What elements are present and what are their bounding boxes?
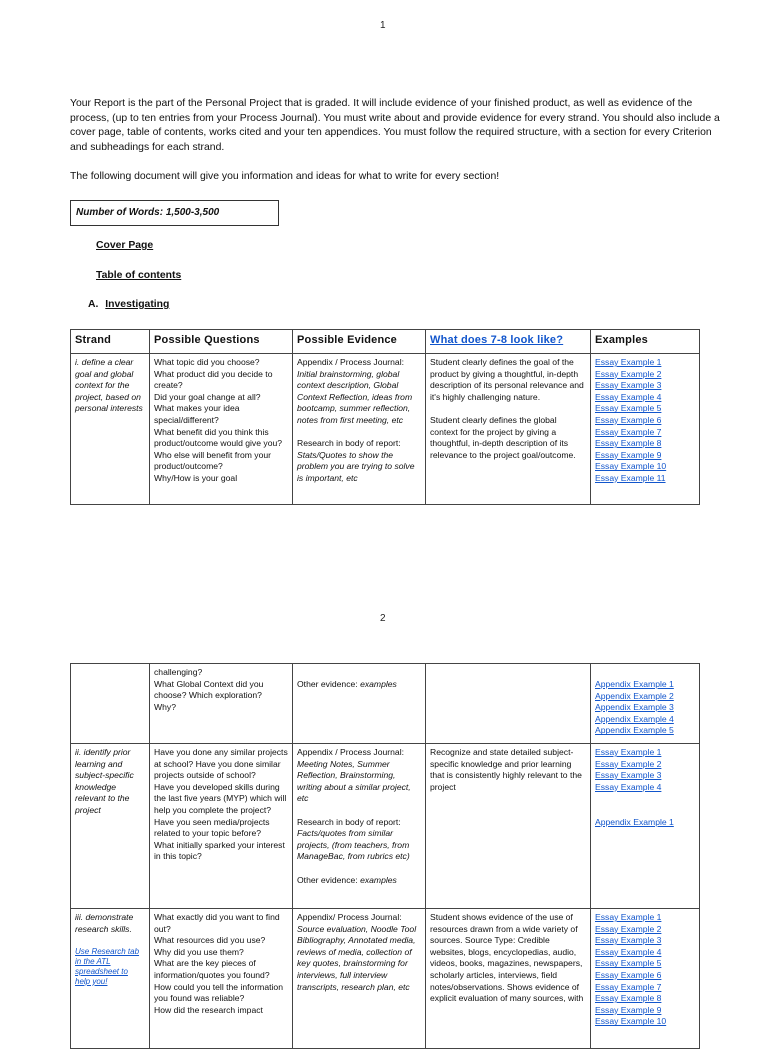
essay-example-link[interactable]: Essay Example 10 bbox=[595, 1016, 667, 1027]
appendix-example-link[interactable]: Appendix Example 2 bbox=[595, 690, 674, 701]
appendix-example-link[interactable]: Appendix Example 3 bbox=[595, 702, 674, 713]
criteria-table-page1 bbox=[70, 329, 700, 505]
question-item: What makes your idea special/different? bbox=[154, 403, 240, 425]
intro-text bbox=[70, 97, 722, 185]
question-item: What Global Context did you choose? Which exploration? bbox=[154, 678, 264, 701]
evidence-cell bbox=[293, 909, 426, 1049]
essay-example-link[interactable]: Essay Example 5 bbox=[595, 958, 662, 969]
questions-cell bbox=[150, 354, 293, 505]
appendix-example-link[interactable]: Appendix Example 4 bbox=[595, 713, 674, 724]
evidence-value: examples bbox=[360, 874, 397, 885]
research-tab-link[interactable]: Use Research tab in the ATL spreadsheet to help you! bbox=[75, 946, 140, 986]
header-look-like[interactable] bbox=[426, 330, 591, 354]
descriptor-text: Student clearly defines the global context for the project by giving a thoughtful, in-depth description of its relevance to the project goal/outcome. bbox=[430, 414, 576, 460]
appendix-example-link[interactable]: Appendix Example 1 bbox=[595, 679, 674, 689]
question-item: What topic did you choose? bbox=[154, 357, 260, 367]
question-item: Have you seen media/projects related to your topic before? bbox=[154, 816, 270, 839]
essay-example-link[interactable]: Essay Example 2 bbox=[595, 923, 662, 934]
evidence-label: Other evidence: bbox=[297, 874, 358, 885]
examples-cell bbox=[591, 744, 700, 909]
question-item: Why/How is your goal bbox=[154, 472, 238, 483]
evidence-value: Initial brainstorming, global context description, Global Context Reflection, ideas from bootcamp, summer reflection, notes from first meeting, etc bbox=[297, 368, 413, 425]
look-like-cell: Student shows evidence of the use of resources drawn from a wide variety of sources. Source Type: Credible websites, blogs, encyclopedias, audio, videos, books, magazines, newspapers, scholarly articles, interviews, field notes/observations. Shows evidence of explicit evaluation of many sources, with bbox=[426, 909, 591, 1049]
strand-cell bbox=[71, 909, 150, 1049]
look-like-cell: Recognize and state detailed subject-specific knowledge and prior learning that is consistently highly relevant to the project bbox=[426, 744, 591, 909]
section-letter: A. bbox=[88, 299, 99, 310]
strand-cell bbox=[71, 664, 150, 744]
essay-example-link[interactable]: Essay Example 2 bbox=[595, 368, 662, 379]
word-count-box: Number of Words: 1,500-3,500 bbox=[70, 200, 279, 226]
question-item: Why did you use them? bbox=[154, 946, 244, 957]
section-title: Investigating bbox=[105, 299, 170, 310]
appendix-example-link[interactable]: Appendix Example 1 bbox=[595, 816, 674, 827]
strand-cell: i. define a clear goal and global context for the project, based on personal interests bbox=[71, 354, 150, 505]
question-item: How did the research impact bbox=[154, 1004, 263, 1015]
questions-cell bbox=[150, 664, 293, 744]
look-like-cell bbox=[426, 354, 591, 505]
table-row bbox=[71, 664, 700, 744]
evidence-label: Other evidence: bbox=[297, 679, 358, 689]
question-item: challenging? bbox=[154, 667, 203, 677]
evidence-cell bbox=[293, 664, 426, 744]
essay-example-link[interactable]: Essay Example 9 bbox=[595, 1004, 662, 1015]
essay-example-link[interactable]: Essay Example 3 bbox=[595, 770, 662, 781]
toc-heading: Table of contents bbox=[96, 270, 182, 281]
essay-example-link[interactable]: Essay Example 7 bbox=[595, 981, 662, 992]
question-item: Why? bbox=[154, 701, 176, 712]
evidence-label: Research in body of report: bbox=[297, 816, 401, 827]
essay-example-link[interactable]: Essay Example 1 bbox=[595, 912, 662, 922]
section-heading bbox=[88, 299, 169, 310]
essay-example-link[interactable]: Essay Example 8 bbox=[595, 993, 662, 1004]
header-examples: Examples bbox=[591, 330, 700, 354]
table-row bbox=[71, 354, 700, 505]
header-strand: Strand bbox=[71, 330, 150, 354]
question-item: How could you tell the information you found was reliable? bbox=[154, 981, 283, 1004]
essay-example-link[interactable]: Essay Example 1 bbox=[595, 357, 662, 367]
essay-example-link[interactable]: Essay Example 4 bbox=[595, 946, 662, 957]
essay-example-link[interactable]: Essay Example 9 bbox=[595, 449, 662, 460]
evidence-value: Meeting Notes, Summer Reflection, Brainstorming, writing about a similar project, etc bbox=[297, 758, 411, 804]
question-item: Have you done any similar projects at school? Have you done similar projects outside of school? bbox=[154, 747, 288, 781]
essay-example-link[interactable]: Essay Example 2 bbox=[595, 758, 662, 769]
evidence-cell bbox=[293, 354, 426, 505]
examples-cell bbox=[591, 664, 700, 744]
evidence-value: Source evaluation, Noodle Tool Bibliography, Annotated media, reviews of media, collection of key quotes, brainstorming for interviews, full interview transcripts, research plan, etc bbox=[297, 923, 417, 992]
question-item: What product did you decide to create? bbox=[154, 368, 273, 391]
intro-paragraph-2: The following document will give you information and ideas for what to write for every section! bbox=[70, 171, 500, 183]
table-row bbox=[71, 909, 700, 1049]
essay-example-link[interactable]: Essay Example 4 bbox=[595, 781, 662, 792]
evidence-label: Research in body of report: bbox=[297, 438, 401, 449]
essay-example-link[interactable]: Essay Example 11 bbox=[595, 472, 666, 483]
look-like-cell bbox=[426, 664, 591, 744]
appendix-example-link[interactable]: Appendix Example 5 bbox=[595, 725, 674, 736]
essay-example-link[interactable]: Essay Example 3 bbox=[595, 935, 662, 946]
essay-example-link[interactable]: Essay Example 6 bbox=[595, 414, 662, 425]
essay-example-link[interactable]: Essay Example 4 bbox=[595, 391, 662, 402]
essay-example-link[interactable]: Essay Example 10 bbox=[595, 461, 667, 472]
evidence-value: Stats/Quotes to show the problem you are trying to solve is important, etc bbox=[297, 449, 415, 483]
evidence-label: Appendix / Process Journal: bbox=[297, 747, 405, 757]
page-number: 1 bbox=[380, 20, 386, 31]
question-item: What are the key pieces of information/quotes you found? bbox=[154, 958, 270, 980]
essay-example-link[interactable]: Essay Example 5 bbox=[595, 403, 662, 414]
descriptor-text: Student clearly defines the goal of the product by giving a thoughtful, in-depth description of its personal relevance and it's highly challenging nature. bbox=[430, 357, 584, 402]
header-questions: Possible Questions bbox=[150, 330, 293, 354]
question-item: What initially sparked your interest in this topic? bbox=[154, 839, 285, 862]
cover-page-heading: Cover Page bbox=[96, 240, 154, 251]
criteria-table-page2 bbox=[70, 663, 700, 1049]
essay-example-link[interactable]: Essay Example 8 bbox=[595, 438, 662, 449]
header-evidence: Possible Evidence bbox=[293, 330, 426, 354]
evidence-label: Appendix / Process Journal: bbox=[297, 357, 405, 367]
strand-text: iii. demonstrate research skills. bbox=[75, 912, 134, 934]
examples-cell bbox=[591, 909, 700, 1049]
question-item: Did your goal change at all? bbox=[154, 391, 261, 402]
evidence-value: Facts/quotes from similar projects, (from teachers, from ManageBac, from rubrics etc) bbox=[297, 828, 410, 862]
question-item: What resources did you use? bbox=[154, 935, 266, 946]
essay-example-link[interactable]: Essay Example 1 bbox=[595, 747, 662, 757]
question-item: What benefit did you think this product/outcome would give you? bbox=[154, 426, 283, 449]
table-row bbox=[71, 744, 700, 909]
table-header-row bbox=[71, 330, 700, 354]
essay-example-link[interactable]: Essay Example 3 bbox=[595, 380, 662, 391]
questions-cell bbox=[150, 744, 293, 909]
evidence-value: examples bbox=[360, 679, 397, 689]
questions-cell bbox=[150, 909, 293, 1049]
essay-example-link[interactable]: Essay Example 6 bbox=[595, 969, 662, 980]
question-item: Have you developed skills during the last five years (MYP) which will help you complete the project? bbox=[154, 781, 287, 815]
essay-example-link[interactable]: Essay Example 7 bbox=[595, 426, 662, 437]
look-like-link[interactable]: What does 7-8 look like? bbox=[430, 334, 564, 346]
question-item: Who else will benefit from your product/outcome? bbox=[154, 449, 272, 472]
evidence-cell bbox=[293, 744, 426, 909]
strand-cell: ii. identify prior learning and subject-specific knowledge relevant to the project bbox=[71, 744, 150, 909]
evidence-label: Appendix/ Process Journal: bbox=[297, 912, 402, 922]
intro-paragraph: Your Report is the part of the Personal Project that is graded. It will include evidence of your finished product, as well as evidence of the process, (up to ten entries from your Process Journal). You must write about and provide evidence for every strand. You should also include a cover page, table of contents, works cited and your ten appendices. You must follow the required structure, with a section for every Criterion and subheadings for each strand. bbox=[70, 98, 720, 153]
examples-cell bbox=[591, 354, 700, 505]
question-item: What exactly did you want to find out? bbox=[154, 912, 280, 934]
page-number: 2 bbox=[380, 613, 386, 624]
